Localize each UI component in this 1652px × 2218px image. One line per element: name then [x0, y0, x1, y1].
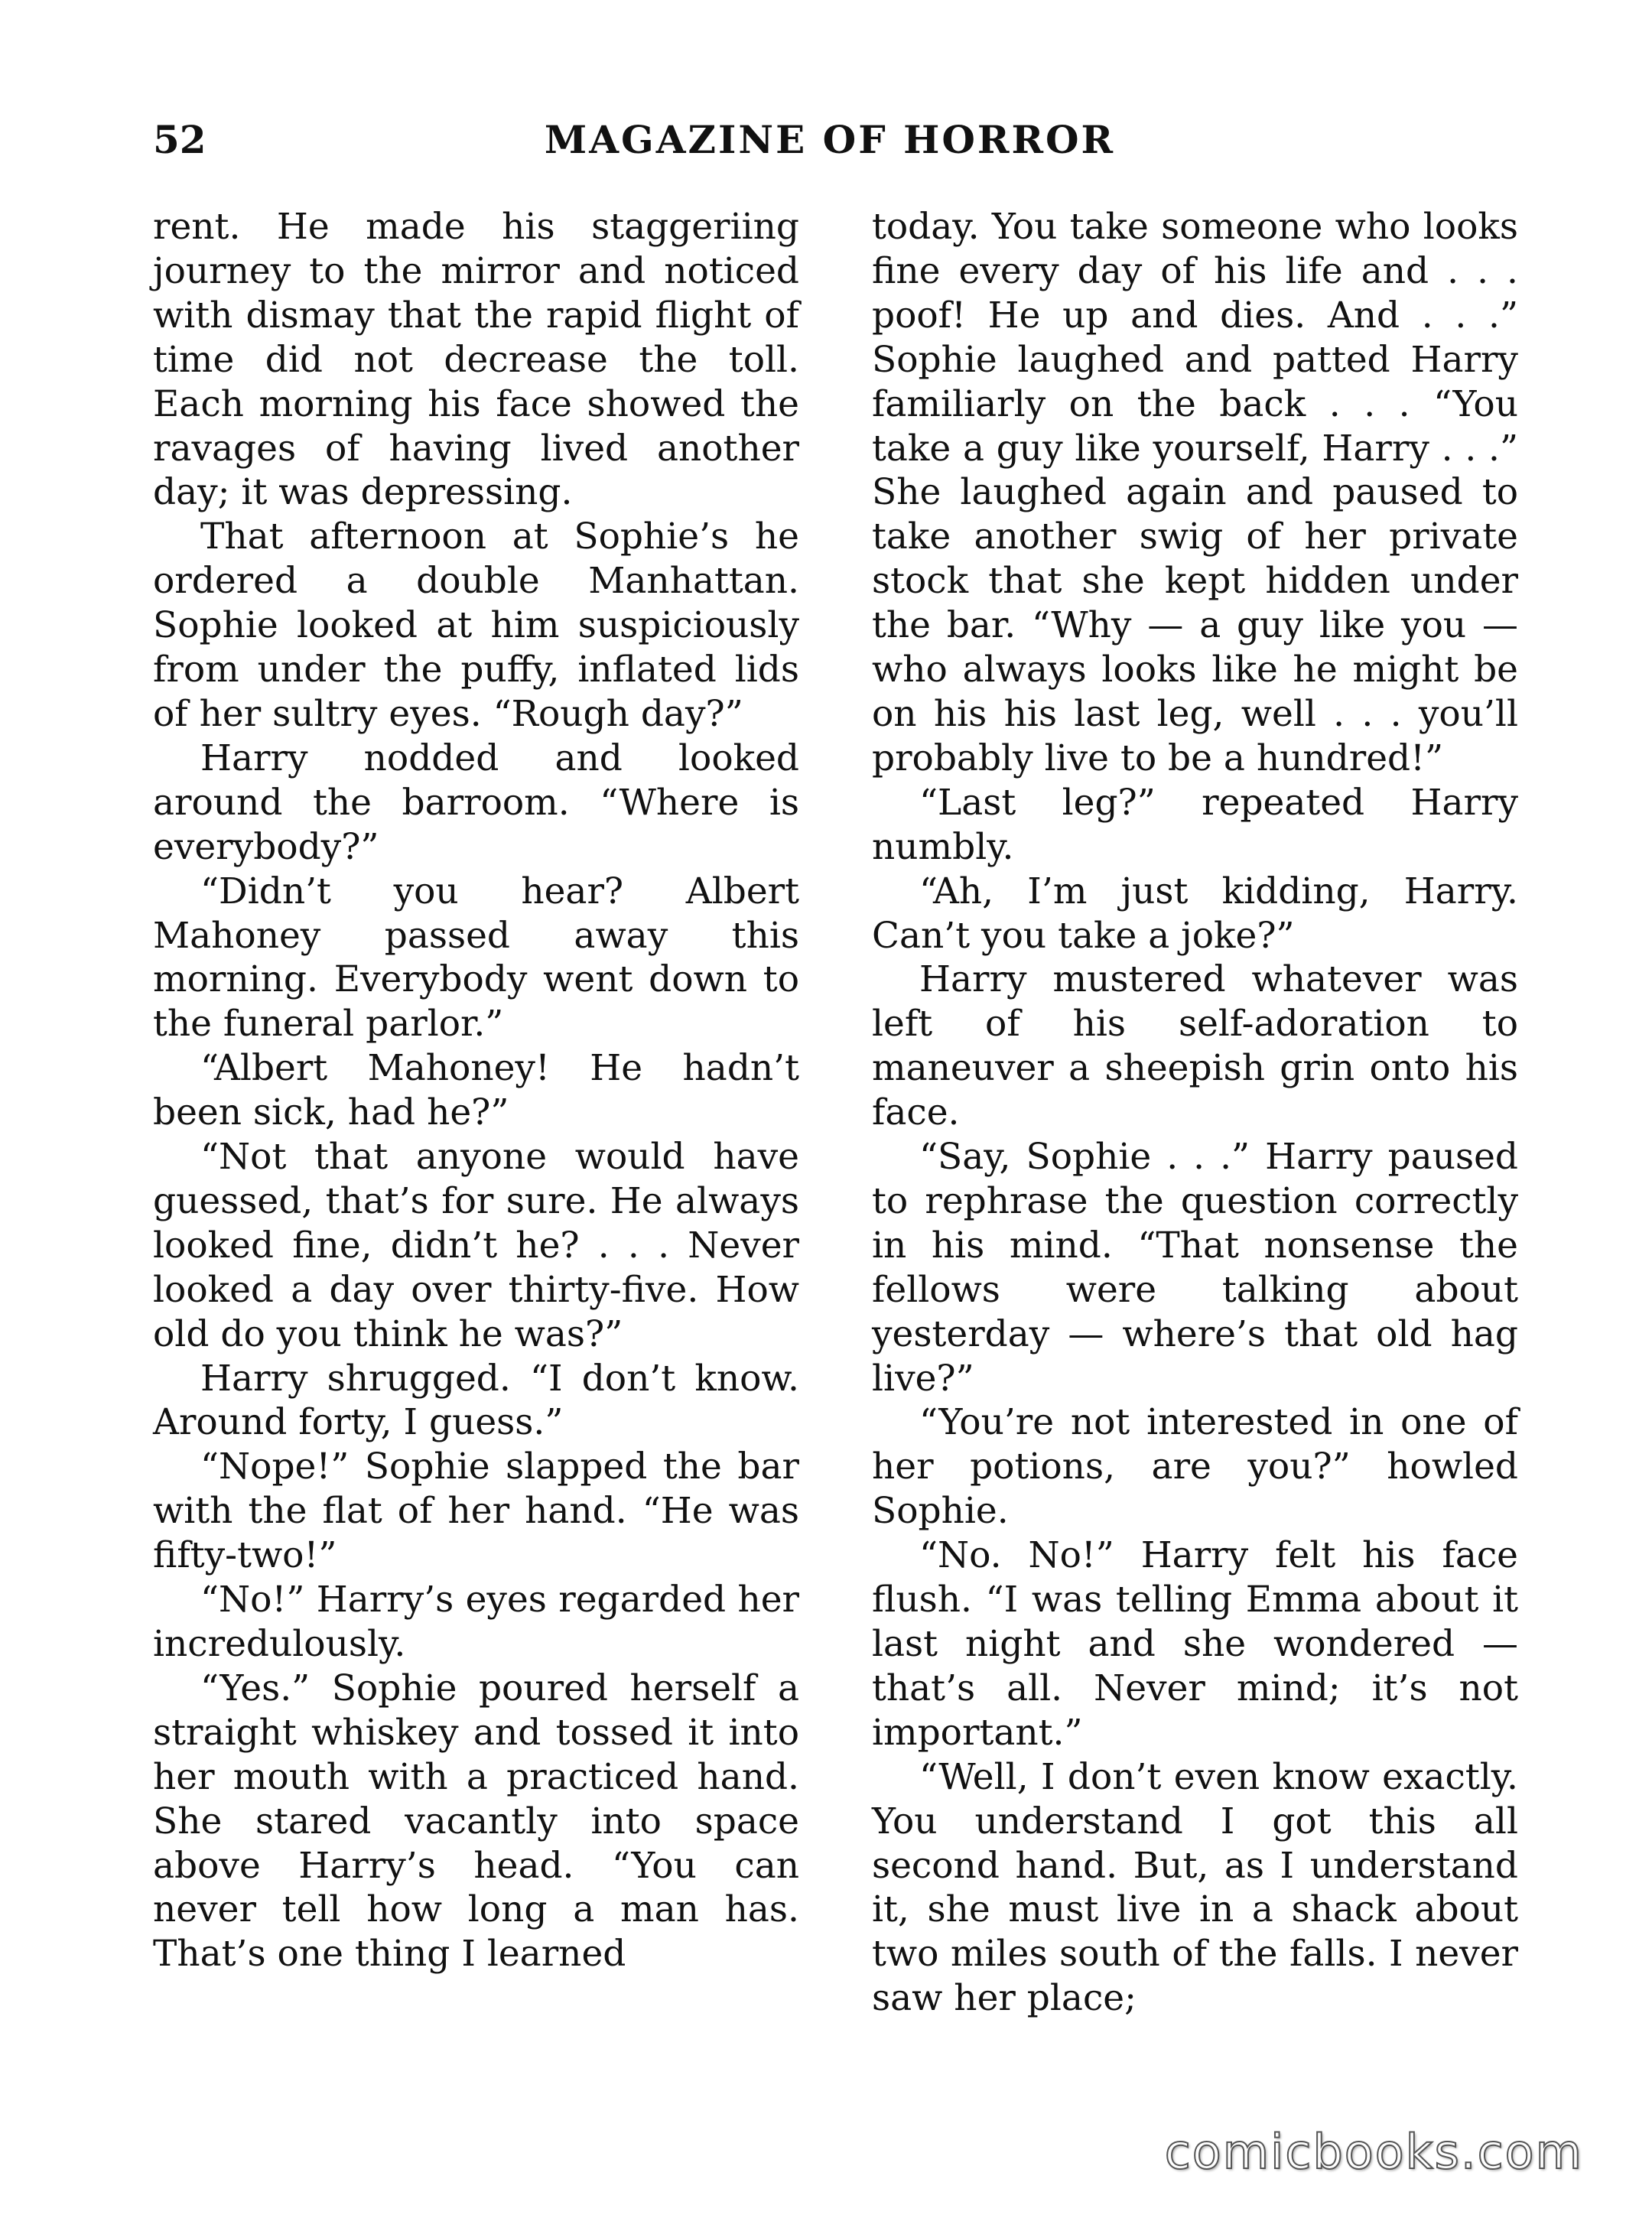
paragraph: “No!” Harry’s eyes regarded her incredulously. [153, 1579, 799, 1665]
paragraph: “Nope!” Sophie slapped the bar with the flat of her hand. “He was fifty-two!” [153, 1446, 799, 1577]
site-watermark: comicbooks.com [1164, 2124, 1583, 2180]
page-number: 52 [153, 117, 206, 162]
paragraph: “You’re not interested in one of her potions, are you?” howled Sophie. [872, 1401, 1518, 1533]
paragraph: “Yes.” Sophie poured herself a straight whiskey and tossed it into her mouth with a practiced hand. She stared vacantly into space above Harry’s head. “You can never tell how long a man has. That’s one thing I learned [153, 1667, 799, 1976]
paragraph: Harry shrugged. “I don’t know. Around forty, I guess.” [153, 1357, 799, 1444]
paragraph: “Not that anyone would have guessed, that’s for sure. He always looked fine, didn’t he? . . . Never looked a day over thirty-five. How old do you think he was?” [153, 1136, 799, 1355]
paragraph: today. You take someone who looks fine every day of his life and . . . poof! He up and dies. And . . .” Sophie laughed and patted Harry familiarly on the back . . . “You take a guy like yourself, Harry . . .” She laughed again and paused to take another swig of her private stock that she kept hidden under the bar. “Why — a guy like you — who always looks like he might be on his his last leg, well . . . you’ll probably live to be a hundred!” [872, 206, 1518, 779]
paragraph: Harry mustered whatever was left of his self-adoration to maneuver a sheepish grin onto his face. [872, 958, 1518, 1134]
paragraph: rent. He made his staggeriing journey to the mirror and noticed with dismay that the rapid flight of time did not decrease the toll. Each morning his face showed the ravages of having lived another day; it was depressing. [153, 206, 799, 514]
paragraph: “Ah, I’m just kidding, Harry. Can’t you take a joke?” [872, 870, 1518, 957]
left-column [153, 205, 799, 1976]
paragraph: “Didn’t you hear? Albert Mahoney passed away this morning. Everybody went down to the funeral parlor.” [153, 870, 799, 1046]
page-header [153, 113, 1507, 174]
paragraph: Harry nodded and looked around the barroom. “Where is everybody?” [153, 737, 799, 868]
paragraph: “Well, I don’t even know exactly. You understand I got this all second hand. But, as I understand it, she must live in a shack about two miles south of the falls. I never saw her place; [872, 1755, 1518, 2020]
running-head-title: MAGAZINE OF HORROR [544, 117, 1116, 162]
paragraph: “No. No!” Harry felt his face flush. “I was telling Emma about it last night and she wondered —that’s all. Never mind; it’s not important.” [872, 1534, 1518, 1754]
paragraph: “Albert Mahoney! He hadn’t been sick, had he?” [153, 1047, 799, 1134]
paragraph: That afternoon at Sophie’s he ordered a double Manhattan. Sophie looked at him suspiciously from under the puffy, inflated lids of her sultry eyes. “Rough day?” [153, 515, 799, 735]
right-column [872, 205, 1518, 2021]
paragraph: “Say, Sophie . . .” Harry paused to rephrase the question correctly in his mind. “That nonsense the fellows were talking about yesterday — where’s that old hag live?” [872, 1136, 1518, 1400]
paragraph: “Last leg?” repeated Harry numbly. [872, 781, 1518, 868]
